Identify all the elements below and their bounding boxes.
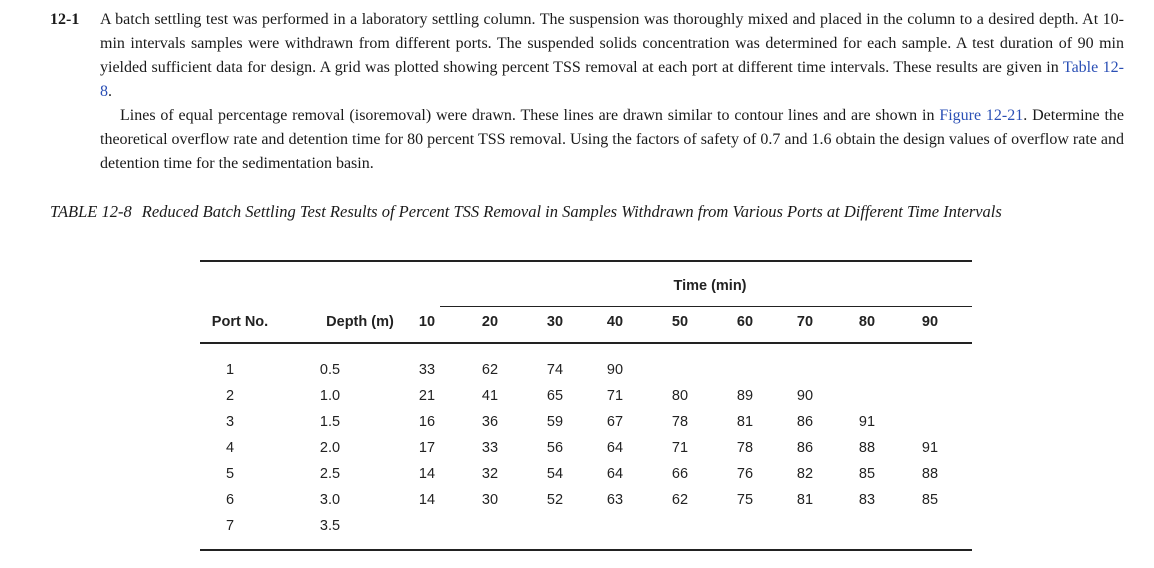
port-cell: 3 [225,414,235,430]
removal-value-cell: 59 [546,414,564,430]
depth-cell: 2.5 [319,466,341,482]
removal-value-cell: 76 [736,466,754,482]
depth-cell: 0.5 [319,362,341,378]
removal-value-cell: 14 [418,466,436,482]
removal-value-cell: 41 [481,388,499,404]
removal-value-cell: 85 [921,492,939,508]
table-caption [50,200,1124,224]
paragraph-2-text: Lines of equal percentage removal (isoremoval) were drawn. These lines are drawn similar to contour lines and are shown in [120,107,940,124]
table-row [200,440,972,462]
removal-value-cell: 33 [481,440,499,456]
time-column-header: 70 [796,314,814,330]
table-row [200,362,972,384]
table-row [200,466,972,488]
table-top-rule [200,260,972,262]
time-column-header: 80 [858,314,876,330]
time-column-header: 90 [921,314,939,330]
port-cell: 1 [225,362,235,378]
removal-value-cell: 16 [418,414,436,430]
port-cell: 4 [225,440,235,456]
removal-value-cell: 86 [796,414,814,430]
removal-value-cell: 36 [481,414,499,430]
table-bottom-rule [200,549,972,551]
removal-value-cell: 90 [606,362,624,378]
time-column-header: 20 [481,314,499,330]
removal-value-cell: 78 [671,414,689,430]
removal-value-cell: 56 [546,440,564,456]
removal-value-cell: 71 [606,388,624,404]
removal-value-cell: 78 [736,440,754,456]
table-reference-link[interactable]: Table 12-8 [100,59,1125,100]
table-header-rule [200,342,972,344]
removal-value-cell: 66 [671,466,689,482]
time-column-header: 10 [418,314,436,330]
table-row [200,414,972,436]
paragraph-2-end: . Determine the theoretical overflow rate and detention time for 80 percent TSS removal. Using the factors of safety of 0.7 and 1.6 obtain the design values of overflow rate and detention time for the sedimentation basin. [100,107,1125,172]
port-cell: 2 [225,388,235,404]
removal-value-cell: 14 [418,492,436,508]
time-header: Time (min) [673,278,747,294]
problem-paragraph-2 [100,104,1124,176]
removal-value-cell: 88 [921,466,939,482]
removal-value-cell: 33 [418,362,436,378]
depth-cell: 2.0 [319,440,341,456]
problem-block [50,8,1124,176]
table-row [200,388,972,410]
table-row [200,518,972,540]
removal-value-cell: 52 [546,492,564,508]
paragraph-1-text: A batch settling test was performed in a laboratory settling column. The suspension was thoroughly mixed and placed in the column to a desired depth. At 10-min intervals samples were withdrawn from different ports. The suspended solids concentration was determined for each sample. A test duration of 90 min yielded sufficient data for design. A grid was plotted showing percent TSS removal at each port at different time intervals. These results are given in [100,11,1124,76]
removal-value-cell: 81 [796,492,814,508]
removal-value-cell: 21 [418,388,436,404]
table-label: TABLE 12-8 [50,202,132,221]
removal-value-cell: 91 [921,440,939,456]
removal-value-cell: 65 [546,388,564,404]
removal-value-cell: 82 [796,466,814,482]
removal-value-cell: 81 [736,414,754,430]
paragraph-1-end: . [108,83,112,100]
removal-value-cell: 90 [796,388,814,404]
removal-value-cell: 89 [736,388,754,404]
removal-value-cell: 71 [671,440,689,456]
settling-test-table [200,260,972,552]
removal-value-cell: 54 [546,466,564,482]
port-cell: 7 [225,518,235,534]
removal-value-cell: 64 [606,440,624,456]
removal-value-cell: 62 [481,362,499,378]
figure-reference-link[interactable]: Figure 12-21 [939,107,1024,124]
removal-value-cell: 74 [546,362,564,378]
port-cell: 5 [225,466,235,482]
time-span-rule [440,306,972,307]
port-cell: 6 [225,492,235,508]
removal-value-cell: 67 [606,414,624,430]
depth-cell: 3.5 [319,518,341,534]
removal-value-cell: 80 [671,388,689,404]
table-row [200,492,972,514]
time-column-header: 30 [546,314,564,330]
problem-text [100,8,1124,176]
removal-value-cell: 17 [418,440,436,456]
depth-cell: 1.5 [319,414,341,430]
removal-value-cell: 83 [858,492,876,508]
port-column-header: Port No. [211,314,269,330]
depth-cell: 3.0 [319,492,341,508]
removal-value-cell: 63 [606,492,624,508]
problem-paragraph-1 [100,8,1124,104]
problem-number: 12-1 [50,11,80,28]
removal-value-cell: 85 [858,466,876,482]
depth-cell: 1.0 [319,388,341,404]
removal-value-cell: 30 [481,492,499,508]
removal-value-cell: 91 [858,414,876,430]
time-column-header: 40 [606,314,624,330]
removal-value-cell: 75 [736,492,754,508]
time-column-header: 60 [736,314,754,330]
removal-value-cell: 64 [606,466,624,482]
time-column-header: 50 [671,314,689,330]
depth-column-header: Depth (m) [326,314,394,330]
removal-value-cell: 88 [858,440,876,456]
removal-value-cell: 32 [481,466,499,482]
removal-value-cell: 86 [796,440,814,456]
removal-value-cell: 62 [671,492,689,508]
table-caption-text: Reduced Batch Settling Test Results of Percent TSS Removal in Samples Withdrawn from Various Ports at Different Time Intervals [141,202,1002,221]
